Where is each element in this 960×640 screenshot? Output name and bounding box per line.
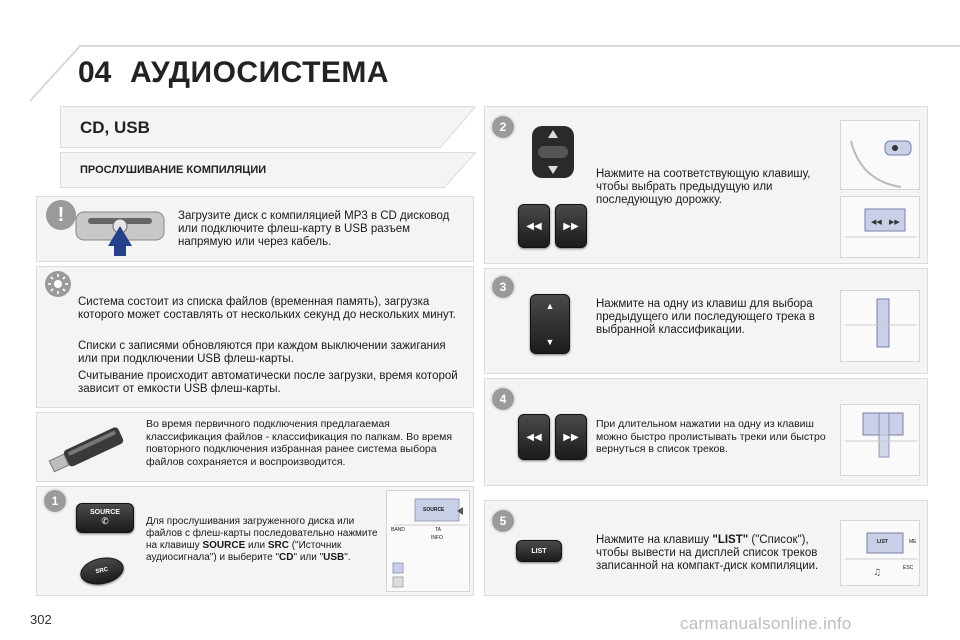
- step4-panel-drawing: [841, 405, 921, 477]
- fast-rewind-button[interactable]: ◀◀: [518, 414, 550, 460]
- panel-ta-label: TA: [435, 527, 442, 533]
- header-decoration: [0, 0, 960, 110]
- step4-text: При длительном нажатии на одну из клавиш можно быстро пролистывать треки или быстро вернуться в список треков.: [596, 418, 826, 455]
- subsection-title-corner: [444, 152, 476, 188]
- svg-text:◀◀: ◀◀: [871, 218, 882, 226]
- panel-source-label: SOURCE: [423, 507, 445, 513]
- list-button[interactable]: [516, 540, 562, 562]
- info-paragraph-1: Система состоит из списка файлов (временная память), загрузка которого может составлять от нескольких секунд до нескольких минут.: [78, 296, 456, 321]
- fast-forward-button[interactable]: ▶▶: [555, 414, 587, 460]
- chapter-number: 04: [78, 56, 112, 89]
- step1-text: Для прослушивания загруженного диска или файлов с флеш-карты последовательно нажмите на клавишу SOURCE или SRC ("Источник аудиосигнала") и выберите "CD" или "USB".: [146, 516, 378, 563]
- panel-info-label: INFO: [431, 535, 443, 541]
- section-title-corner: [440, 106, 476, 148]
- step5-text: Нажмите на клавишу "LIST" ("Список"), чтобы вывести на дисплей список треков записанной на компакт-диск компиляции.: [596, 534, 819, 572]
- section-title: CD, USB: [80, 118, 150, 137]
- cd-player-image: [74, 206, 166, 256]
- down-arrow-icon: ▼: [545, 337, 555, 347]
- next-button[interactable]: ▶▶: [555, 204, 587, 248]
- panel-me-label: ME: [909, 539, 917, 545]
- sun-icon: [44, 270, 72, 298]
- step4-control-panel: [840, 404, 920, 476]
- step5-badge: 5: [492, 510, 514, 532]
- step2-text: Нажмите на соответствующую клавишу, чтобы выбрать предыдущую или последующую дорожку.: [596, 168, 811, 206]
- list-button-label: LIST: [531, 547, 547, 555]
- step5-panel-drawing: [841, 521, 921, 587]
- phone-icon: ✆: [101, 516, 109, 526]
- info-paragraph-3: Считывание происходит автоматически после загрузки, время которой зависит от емкости USB флеш-карты.: [78, 370, 458, 395]
- warning-text: Загрузите диск с компиляцией MP3 в CD дисковод или подключите флеш-карту в USB разъем напрямую или через кабель.: [178, 210, 450, 248]
- panel-list-label: LIST: [877, 539, 888, 545]
- source-button[interactable]: [76, 503, 134, 533]
- source-button-label: SOURCE: [90, 509, 120, 516]
- step3-panel-drawing: [841, 291, 921, 363]
- step3-control-panel: [840, 290, 920, 362]
- step3-badge: 3: [492, 276, 514, 298]
- up-down-buttons[interactable]: [530, 294, 570, 354]
- panel-esc-label: ESC: [903, 565, 914, 571]
- step2-panel-drawing: [841, 197, 921, 259]
- watermark: carmanualsonline.info: [680, 614, 852, 633]
- step4-badge: 4: [492, 388, 514, 410]
- previous-button[interactable]: ◀◀: [518, 204, 550, 248]
- step2-control-panel: [840, 196, 920, 258]
- panel-band-label: BAND: [391, 527, 405, 533]
- step2-badge: 2: [492, 116, 514, 138]
- step1-badge: 1: [44, 490, 66, 512]
- steering-wheel-drawing: [841, 121, 921, 191]
- usb-stick-icon: [44, 424, 134, 474]
- usb-text: Во время первичного подключения предлагаемая классификация файлов - классификация по папкам. Во время повторного подключения избранная ранее система выбора файлов сохраняется и воспроизводится.: [146, 418, 453, 468]
- info-paragraph-2: Списки с записями обновляются при каждом выключении зажигания или при подключении USB флеш-карты.: [78, 340, 446, 365]
- svg-text:▶▶: ▶▶: [889, 218, 900, 226]
- step5-control-panel: [840, 520, 920, 586]
- rotary-selector-image: [528, 124, 578, 180]
- chapter-title: АУДИОСИСТЕМА: [130, 56, 390, 89]
- steering-wheel-image: [840, 120, 920, 190]
- step3-text: Нажмите на одну из клавиш для выбора предыдущего или последующего трека в выбранной классификации.: [596, 298, 815, 336]
- subsection-title: ПРОСЛУШИВАНИЕ КОМПИЛЯЦИИ: [80, 164, 267, 176]
- up-arrow-icon: ▲: [545, 301, 555, 311]
- svg-text:♫: ♫: [873, 568, 882, 578]
- warning-icon: !: [46, 200, 76, 230]
- src-button-label: SRC: [95, 566, 109, 576]
- page-number: 302: [30, 612, 52, 627]
- radio-panel-image: [386, 490, 470, 592]
